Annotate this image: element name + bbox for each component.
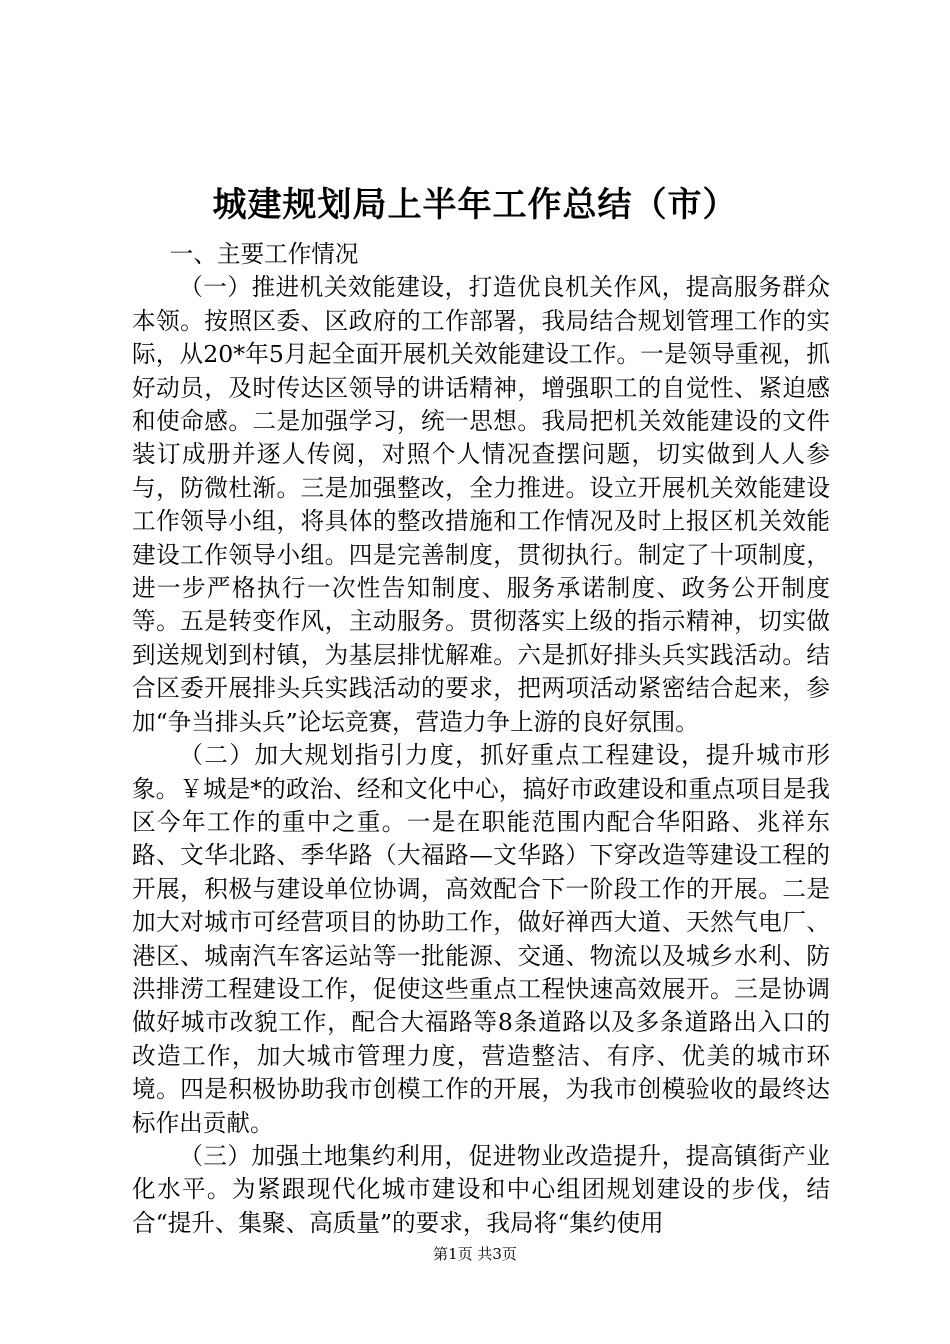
section-heading: 一、主要工作情况 — [169, 240, 359, 268]
page-footer: 第1页 共3页 — [433, 1245, 517, 1263]
paragraph-1: （一）推进机关效能建设，打造优良机关作风，提高服务群众本领。按照区委、区政府的工作部署，我局结合规划管理工作的实际，从20*年5月起全面开展机关效能建设工作。一是领导重视，抓好动员，及时传达区领导的讲话精神，增强职工的自觉性、紧迫感和使命感。二是加强学习，统一思想。我局把机关效能建设的文件装订成册并逐人传阅，对照个人情况查摆问题，切实做到人人参与，防微杜渐。三是加强整改，全力推进。设立开展机关效能建设工作领导小组，将具体的整改措施和工作情况及时上报区机关效能建设工作领导小组。四是完善制度，贯彻执行。制定了十项制度，进一步严格执行一次性告知制度、服务承诺制度、政务公开制度等。五是转变作风，主动服务。贯彻落实上级的指示精神，切实做到送规划到村镇，为基层排忧解难。六是抓好排头兵实践活动。结合区委开展排头兵实践活动的要求，把两项活动紧密结合起来，参加“争当排头兵”论坛竞赛，营造力争上游的良好氛围。 — [132, 273, 830, 736]
document-body — [132, 238, 830, 1240]
paragraph-2: （二）加大规划指引力度，抓好重点工程建设，提升城市形象。￥城是*的政治、经和文化中心，搞好市政建设和重点项目是我区今年工作的重中之重。一是在职能范围内配合华阳路、兆祥东路、文华北路、季华路（大福路—文华路）下穿改造等建设工程的开展，积极与建设单位协调，高效配合下一阶段工作的开展。二是加大对城市可经营项目的协助工作，做好禅西大道、天然气电厂、港区、城南汽车客运站等一批能源、交通、物流以及城乡水利、防洪排涝工程建设工作，促使这些重点工程快速高效展开。三是协调做好城市改貌工作，配合大福路等8条道路以及多条道路出入口的改造工作，加大城市管理力度，营造整洁、有序、优美的城市环境。四是积极协助我市创模工作的开展，为我市创模验收的最终达标作出贡献。 — [132, 741, 830, 1137]
page-title: 城建规划局上半年工作总结（市） — [212, 185, 738, 225]
paragraph-3: （三）加强土地集约利用，促进物业改造提升，提高镇街产业化水平。为紧跟现代化城市建设和中心组团规划建设的步伐，结合“提升、集聚、高质量”的要求，我局将“集约使用 — [132, 1141, 830, 1237]
